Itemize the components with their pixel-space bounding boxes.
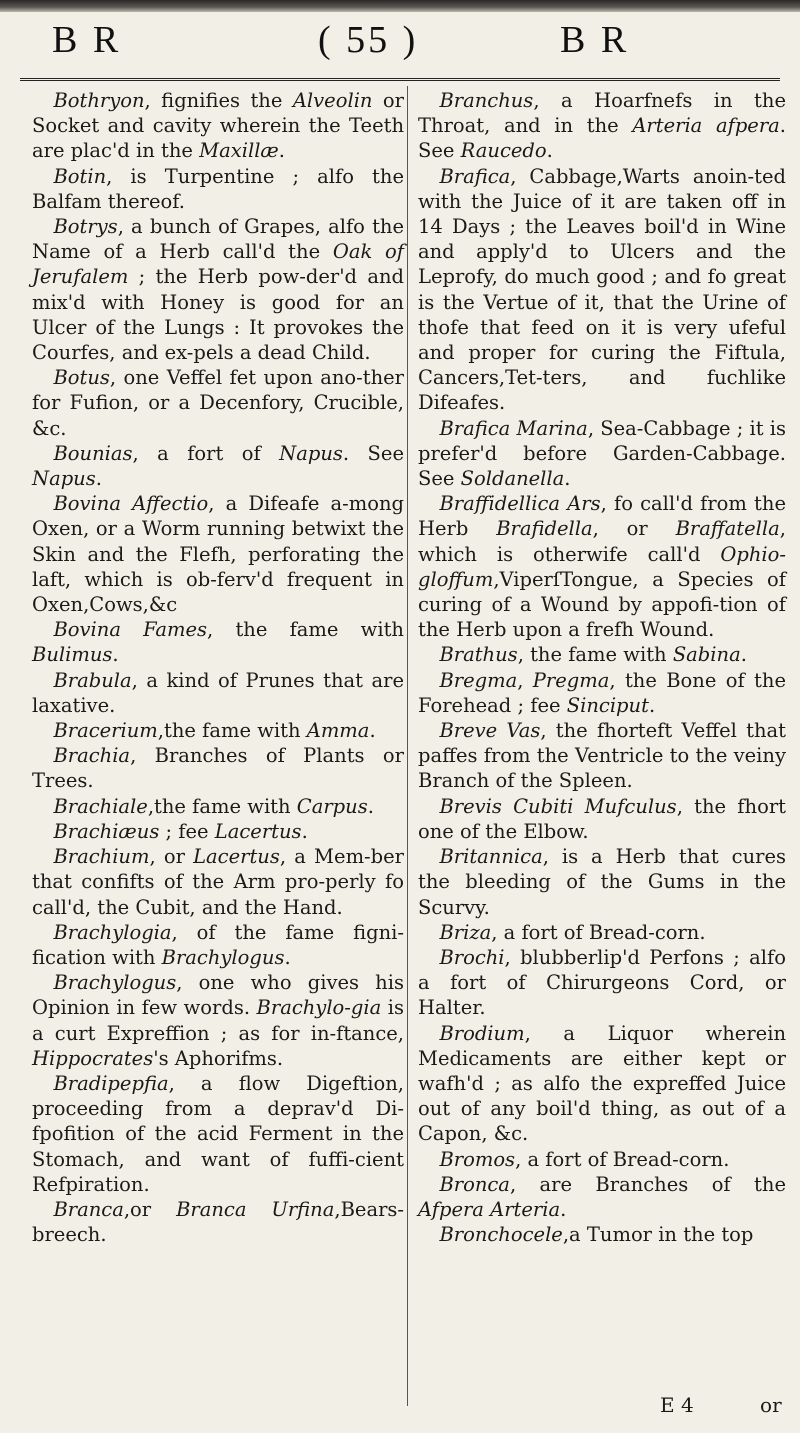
entry-definition: .	[95, 467, 102, 491]
dictionary-entry	[32, 743, 404, 793]
dictionary-entry	[418, 718, 786, 794]
entry-definition: .	[546, 139, 553, 163]
entry-italic-reference: Bulimus	[32, 643, 113, 667]
entry-definition: , Branches of Plants or Trees.	[32, 744, 404, 793]
page-footer	[660, 1393, 782, 1417]
entry-italic-reference: Sabina	[672, 643, 741, 667]
dictionary-entry	[32, 1197, 404, 1247]
entry-italic-reference: Afpera Arteria	[418, 1197, 561, 1221]
page-number: ( 55 )	[318, 19, 419, 61]
right-column	[418, 88, 786, 1247]
entry-headword: Briza	[439, 920, 492, 944]
entry-italic-reference: Brachylogus	[161, 945, 285, 969]
entry-headword: Branca	[53, 1197, 124, 1221]
left-column	[32, 88, 404, 1247]
entry-definition: ,a Tumor in the top	[562, 1223, 754, 1247]
entry-italic-reference: Oak of Jerufalem	[32, 240, 404, 289]
dictionary-entry	[32, 441, 404, 491]
entry-italic-reference: Lacertus	[193, 845, 280, 869]
entry-definition: , a flow Digeftion, proceeding from a deprav'd Di-fpofition of the acid Ferment in the Stomach, and want of fuffi-cient Refpiration.	[32, 1071, 404, 1196]
entry-headword: Brachiæus	[53, 819, 160, 843]
entry-definition: .	[564, 467, 571, 491]
dictionary-entry	[32, 718, 404, 743]
entry-headword: Brafica	[439, 164, 511, 188]
entry-headword: Brachylogus	[53, 971, 177, 995]
entry-definition: , Cabbage,Warts anoin-ted with the Juice of it are taken off in 14 Days ; the Leaves boil'd in Wine and apply'd to Ulcers and the Leprofy, do much good ; and fo great is the Vertue of it, that the Urine of thofe that feed on it is very ufeful and proper for curing the Fiftula, Cancers,Tet-ters, and fuchlike Difeafes.	[418, 164, 786, 415]
entry-definition: , the fame with	[517, 643, 673, 667]
entry-definition: .	[740, 643, 747, 667]
entry-definition: , a kind of Prunes that are laxative.	[32, 668, 404, 717]
entry-definition: , a Mem-ber that confifts of the Arm pro-perly fo call'd, the Cubit, and the Hand.	[32, 845, 404, 919]
entry-headword: Bothryon	[53, 89, 145, 112]
entry-italic-reference: Ammа	[306, 719, 370, 743]
dictionary-entry	[418, 945, 786, 1021]
entry-definition: , a bunch of Grapes, alfo the Name of a Herb call'd the	[32, 215, 404, 264]
entry-definition: .	[278, 139, 285, 163]
entry-italic-reference: Arteria afpera	[632, 114, 780, 138]
entry-italic-reference: Alveolin	[292, 89, 373, 112]
dictionary-entry	[418, 416, 786, 492]
entry-definition: , a Liquor wherein Medicaments are either kept or wafh'd ; as alfo the expreffed Juice out of any boil'd thing, as out of a Capon, &c.	[418, 1021, 786, 1146]
dictionary-entry	[418, 1222, 786, 1247]
entry-italic-reference: Branca Urfina	[176, 1197, 335, 1221]
entry-headword: Brachiale	[53, 794, 148, 818]
dictionary-entry	[32, 668, 404, 718]
entry-definition: , a Difeafe a-mong Oxen, or a Worm running betwixt the Skin and the Flefh, perforating the laft, which is ob-ferv'd frequent in Oxen,Cows,&c	[32, 492, 404, 617]
dictionary-entry	[32, 794, 404, 819]
entry-headword: Bronchocele	[439, 1223, 563, 1247]
dictionary-entry	[418, 491, 786, 642]
entry-italic-reference: Ophio-gloffum	[418, 542, 786, 591]
entry-definition: , the fhorteft Veffel that paffes from the Ventricle to the veiny Branch of the Spleen.	[418, 719, 786, 793]
dictionary-entry	[418, 1147, 786, 1172]
dictionary-entry	[32, 88, 404, 164]
running-head	[0, 18, 800, 68]
entry-headword: Brachylogia	[53, 920, 172, 944]
entry-italic-reference: Pregma	[532, 668, 610, 692]
catchword: or	[760, 1393, 782, 1417]
entry-definition: ,Bears-breech.	[32, 1197, 404, 1247]
entry-headword: Botrys	[53, 215, 118, 239]
entry-headword: Brachium	[53, 845, 150, 869]
dictionary-entry	[32, 365, 404, 441]
entry-definition: ,or	[123, 1197, 177, 1221]
entry-headword: Brachia	[53, 744, 131, 768]
entry-definition: , Sea-Cabbage ; it is prefer'd before Garden-Cabbage. See	[418, 416, 786, 491]
entry-definition: .	[369, 719, 376, 743]
dictionary-entry	[418, 794, 786, 844]
dictionary-entry	[32, 617, 404, 667]
dictionary-entry	[418, 642, 786, 667]
entry-definition: , the fhort one of the Elbow.	[418, 794, 786, 843]
entry-italic-reference: Raucedo	[460, 139, 547, 163]
column-divider	[407, 86, 408, 1406]
entry-italic-reference: Hippocrates	[32, 1046, 154, 1070]
running-head-right: B R	[560, 19, 630, 61]
entry-definition: , of the fame figni-fication with	[32, 920, 404, 969]
entry-definition: ,the fame with	[147, 794, 297, 818]
entry-definition: ; fee	[159, 819, 215, 843]
entry-headword: Botin	[53, 164, 107, 188]
entry-headword: Britannica	[439, 845, 543, 869]
entry-headword: Bromos	[439, 1147, 516, 1171]
entry-definition: .	[301, 819, 308, 843]
entry-headword: Brodium	[439, 1021, 525, 1045]
dictionary-entry	[418, 88, 786, 164]
entry-italic-reference: Napus	[32, 467, 96, 491]
entry-headword: Breve Vas	[439, 719, 541, 743]
dictionary-entry	[32, 1071, 404, 1197]
signature-mark: E 4	[660, 1393, 694, 1417]
entry-definition: , a Hoarfnefs in the Throat, and in the	[418, 89, 786, 138]
entry-definition: ,ViperſTongue, a Species of curing of a Wound by appofi-tion of the Herb upon a frefh Wound.	[418, 567, 786, 642]
entry-italic-reference: Braffatella	[675, 517, 780, 541]
entry-headword: Bovina Fames	[53, 618, 208, 642]
entry-italic-reference: Lacertus	[214, 819, 302, 843]
entry-definition: , a fort of Bread-corn.	[515, 1147, 730, 1171]
entry-definition: , a fort of Bread-corn.	[491, 920, 706, 944]
dictionary-entry	[418, 164, 786, 416]
entry-definition: ; the Herb pow-der'd and mix'd with Honey is good for an Ulcer of the Lungs : It provokes the Courfes, and ex-pels a dead Child.	[32, 265, 404, 365]
dictionary-entry	[32, 164, 404, 214]
entry-definition: . See	[418, 114, 786, 163]
entry-headword: Brochi	[439, 945, 505, 969]
entry-definition: , is a Herb that cures the bleeding of the Gums in the Scurvy.	[418, 845, 786, 919]
entry-headword: Bradipepfia	[53, 1071, 169, 1095]
entry-definition: , is Turpentine ; alfo the Balfam thereof.	[32, 164, 404, 213]
dictionary-entry	[418, 920, 786, 945]
dictionary-entry	[418, 668, 786, 718]
entry-definition: , one Veffel fet upon ano-ther for Fufion, or a Decenfory, Crucible, &c.	[32, 366, 404, 440]
entry-definition: , or	[149, 845, 194, 869]
entry-italic-reference: Brafidella	[496, 517, 593, 541]
entry-definition: ,	[517, 668, 533, 692]
dictionary-entry	[32, 819, 404, 844]
entry-definition: ,the fame with	[157, 719, 307, 743]
entry-definition: , one who gives his Opinion in few words.	[32, 971, 404, 1020]
entry-headword: Bracerium	[53, 719, 158, 743]
dictionary-entry	[32, 920, 404, 970]
entry-definition: . See	[342, 441, 404, 465]
header-rule	[20, 78, 780, 81]
entry-definition: , fignifies the	[144, 89, 293, 112]
dictionary-entry	[418, 1172, 786, 1222]
dictionary-entry	[418, 844, 786, 920]
entry-definition: , the Bone of the Forehead ; fee	[418, 668, 786, 717]
entry-headword: Brabula	[53, 668, 132, 692]
entry-definition: , which is otherwife call'd	[418, 517, 786, 566]
entry-italic-reference: Brachylo-gia	[256, 996, 382, 1020]
dictionary-entry	[32, 970, 404, 1071]
running-head-left: B R	[52, 19, 122, 61]
dictionary-entry	[418, 1021, 786, 1147]
entry-headword: Bronca	[439, 1172, 510, 1196]
entry-italic-reference: Maxillæ	[199, 139, 279, 163]
entry-definition: .	[367, 794, 374, 818]
dictionary-entry	[32, 491, 404, 617]
entry-headword: Brathus	[439, 643, 518, 667]
entry-italic-reference: Napus	[279, 441, 343, 465]
entry-headword: Branchus	[439, 89, 534, 112]
entry-definition: , are Branches of the	[509, 1172, 786, 1196]
dictionary-entry	[32, 214, 404, 365]
entry-definition: is a curt Expreffion ; as for in-ftance,	[32, 996, 404, 1045]
entry-headword: Botus	[53, 366, 110, 390]
entry-italic-reference: Sinciput	[566, 693, 649, 717]
entry-definition: , blubberlip'd Perfons ; alfo a fort of Chirurgeons Cord, or Halter.	[418, 945, 786, 1020]
entry-headword: Bounias	[53, 441, 133, 465]
page-top-edge	[0, 0, 800, 12]
entry-definition: .	[648, 693, 656, 717]
entry-definition: , or	[592, 517, 676, 541]
entry-headword: Brevis Cubiti Mufculus	[439, 794, 677, 818]
entry-definition: 's Aphorifms.	[153, 1046, 284, 1070]
entry-italic-reference: Soldanella	[460, 467, 565, 491]
entry-definition: , a fort of	[132, 441, 280, 465]
entry-definition: .	[112, 643, 119, 667]
entry-definition: .	[560, 1197, 567, 1221]
entry-definition: or Socket and cavity wherein the Teeth are plac'd in the	[32, 89, 404, 163]
entry-headword: Bovina Affectio	[53, 492, 209, 516]
entry-headword: Brafica Marina	[439, 416, 588, 440]
dictionary-entry	[32, 844, 404, 920]
entry-headword: Braffidellica Ars	[439, 492, 601, 516]
entry-headword: Bregma	[439, 668, 518, 692]
entry-definition: , the fame with	[207, 618, 404, 642]
entry-definition: , fo call'd from the Herb	[418, 492, 786, 541]
entry-italic-reference: Carpus	[296, 794, 368, 818]
entry-definition: .	[284, 945, 291, 969]
